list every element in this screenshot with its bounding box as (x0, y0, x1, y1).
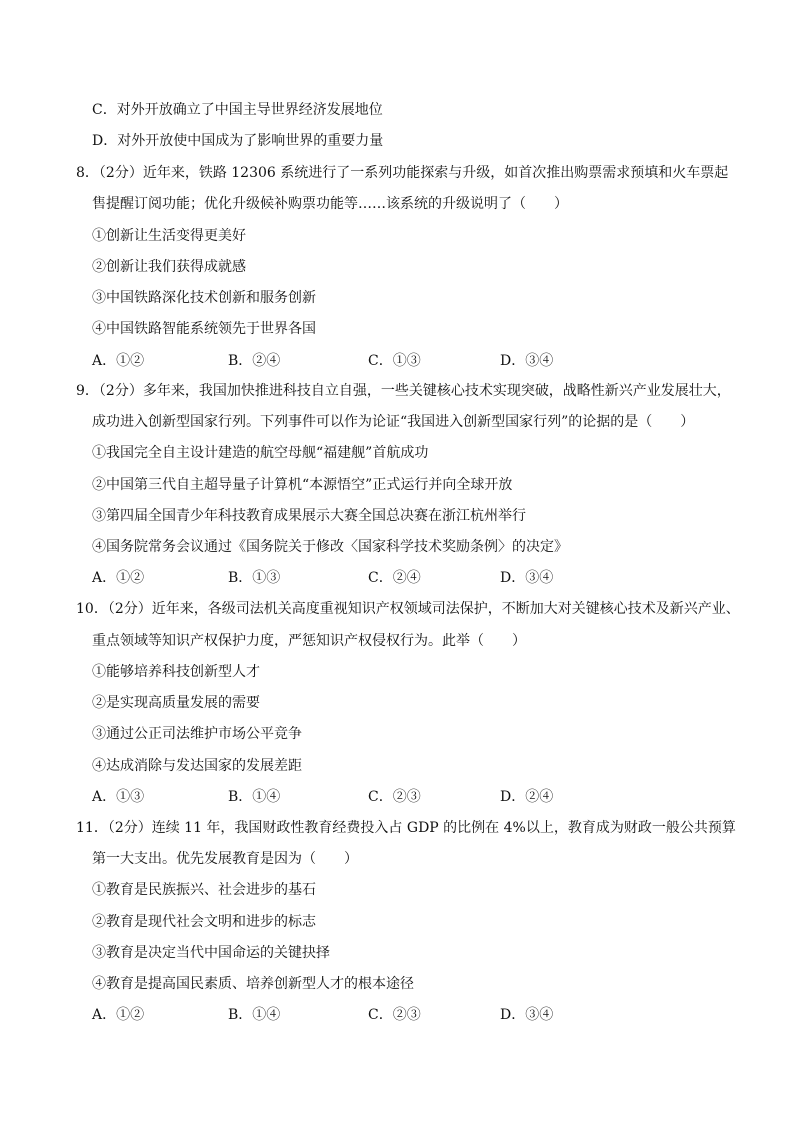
question-8-choice-d: D．③④ (500, 353, 554, 369)
question-11-item-1: ①教育是民族振兴、社会进步的基石 (92, 882, 316, 898)
question-11-item-4: ④教育是提高国民素质、培养创新型人才的根本途径 (92, 976, 414, 992)
question-9-item-4: ④国务院常务会议通过《国务院关于修改〈国家科学技术奖励条例〉的决定》 (92, 539, 568, 555)
question-11-choice-b: B．①④ (228, 1007, 281, 1023)
question-11-stem-line-2: 第一大支出。优先发展教育是因为（ ） (92, 851, 358, 867)
question-11-item-3: ③教育是决定当代中国命运的关键抉择 (92, 945, 330, 961)
question-11-choice-c: C．②③ (368, 1007, 421, 1023)
question-8-choice-c: C．①③ (368, 353, 421, 369)
question-10-choice-a: A．①③ (92, 789, 145, 805)
question-8-choice-b: B．②④ (228, 353, 281, 369)
question-9-item-1: ①我国完全自主设计建造的航空母舰“福建舰”首航成功 (92, 445, 429, 461)
question-8-item-3: ③中国铁路深化技术创新和服务创新 (92, 290, 316, 306)
question-8-item-1: ①创新让生活变得更美好 (92, 228, 246, 244)
question-8-stem-line-1: 8．（2分）近年来，铁路 12306 系统进行了一系列功能探索与升级，如首次推出购票需求预填和火车票起 (76, 165, 729, 181)
question-10-item-1: ①能够培养科技创新型人才 (92, 664, 260, 680)
question-10-choice-b: B．①④ (228, 789, 281, 805)
question-11-item-2: ②教育是现代社会文明和进步的标志 (92, 914, 316, 930)
question-10-choice-c: C．②③ (368, 789, 421, 805)
question-9-choice-c: C．②④ (368, 570, 421, 586)
question-10-choice-d: D．②④ (500, 789, 554, 805)
question-8-choice-a: A．①② (92, 353, 145, 369)
question-9-choice-a: A．①② (92, 570, 145, 586)
question-11-choice-d: D．③④ (500, 1007, 554, 1023)
question-8-item-2: ②创新让我们获得成就感 (92, 259, 246, 275)
question-9-choice-d: D．③④ (500, 570, 554, 586)
question-9-item-3: ③第四届全国青少年科技教育成果展示大赛全国总决赛在浙江杭州举行 (92, 508, 526, 524)
question-9-stem-line-1: 9．（2分）多年来，我国加快推进科技自立自强，一些关键核心技术实现突破，战略性新兴产业发展壮大， (76, 383, 731, 399)
question-10-item-3: ③通过公正司法维护市场公平竞争 (92, 726, 302, 742)
question-10-item-2: ②是实现高质量发展的需要 (92, 695, 260, 711)
question-9-stem-line-2: 成功进入创新型国家行列。下列事件可以作为论证“我国进入创新型国家行列”的论据的是（ ） (92, 414, 695, 430)
question-10-item-4: ④达成消除与发达国家的发展差距 (92, 758, 302, 774)
question-8-stem-line-2: 售提醒订阅功能；优化升级候补购票功能等……该系统的升级说明了（ ） (92, 196, 568, 212)
question-9-choice-b: B．①③ (228, 570, 281, 586)
option-d: D．对外开放使中国成为了影响世界的重要力量 (92, 133, 384, 149)
option-c: C．对外开放确立了中国主导世界经济发展地位 (92, 102, 383, 118)
question-11-stem-line-1: 11．（2分）连续 11 年，我国财政性教育经费投入占 GDP 的比例在 4%以上，教育成为财政一般公共预算 (76, 820, 736, 836)
question-10-stem-line-2: 重点领域等知识产权保护力度，严惩知识产权侵权行为。此举（ ） (92, 633, 526, 649)
question-10-stem-line-1: 10．（2分）近年来，各级司法机关高度重视知识产权领域司法保护，不断加大对关键核心技术及新兴产业、 (76, 601, 740, 617)
question-8-item-4: ④中国铁路智能系统领先于世界各国 (92, 321, 316, 337)
question-11-choice-a: A．①② (92, 1007, 145, 1023)
question-9-item-2: ②中国第三代自主超导量子计算机“本源悟空”正式运行并向全球开放 (92, 477, 513, 493)
